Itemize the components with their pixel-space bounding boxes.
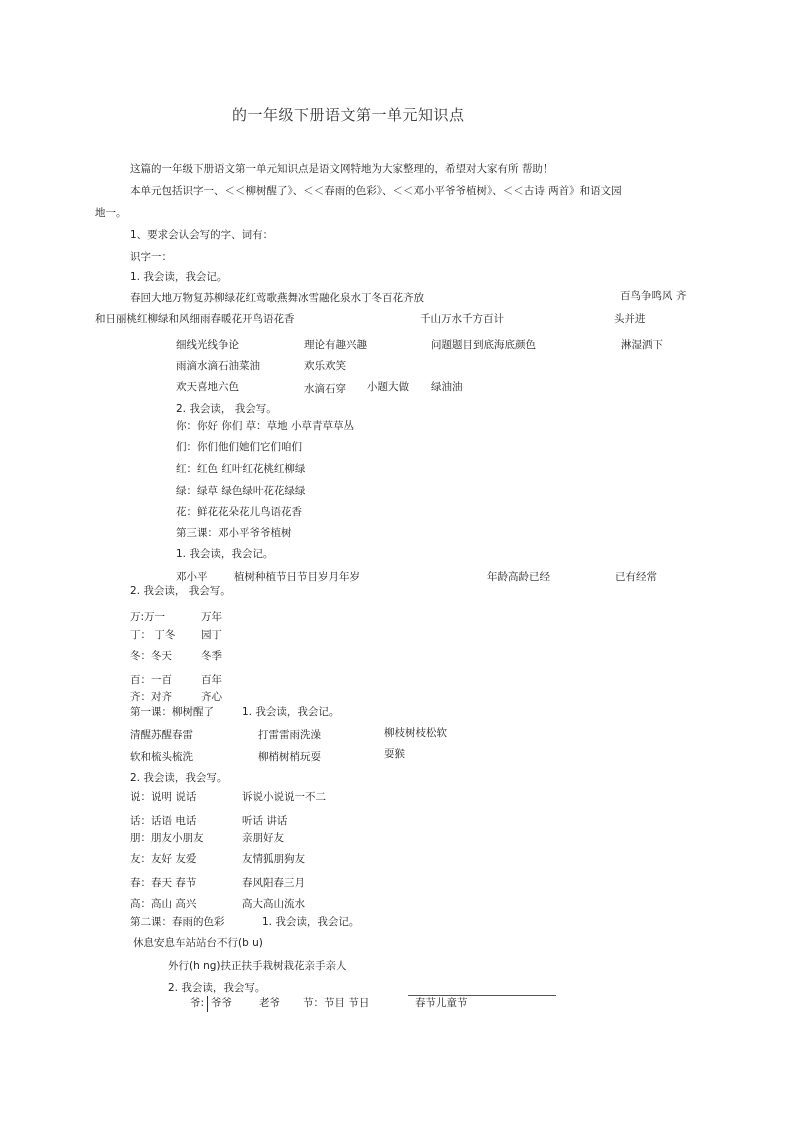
- word-group: 邓小平: [176, 571, 208, 583]
- word-group: 水滴石穿: [304, 383, 346, 395]
- word-group: 打雷雷雨洗澡: [258, 729, 321, 741]
- practice-line: 你：你好 你们 草：草地 小草青草草丛: [176, 420, 355, 432]
- practice-line: 花：鲜花花朵花儿鸟语花香: [176, 506, 302, 518]
- practice-line: 听话 讲话: [242, 815, 288, 827]
- word-group: 年龄高龄已经: [487, 571, 550, 583]
- word-group: 细线光线争论: [176, 339, 239, 351]
- intro-text: 这篇的一年级下册语文第一单元知识点是语文网特地为大家整理的，希望对大家有所 帮助！: [130, 163, 554, 175]
- unit-contents-line: 本单元包括识字一、＜＜柳树醒了》、＜＜春雨的色彩》、＜＜邓小平爷爷植树》、＜＜古诗 两首》和语文园: [130, 185, 622, 197]
- word-group: 耍猴: [384, 748, 405, 760]
- lesson-title: 第三课：邓小平爷爷植树: [176, 527, 292, 539]
- practice-line: 诉说小说说一不二: [242, 791, 326, 803]
- word-group: 清醒苏醒春雷: [130, 729, 193, 741]
- practice-line: 春节儿童节: [415, 997, 468, 1009]
- word-group: 外行(h ng)扶正扶手栽树栽花亲手亲人: [168, 960, 347, 972]
- practice-line: 爷爷: [211, 997, 232, 1009]
- practice-line: 百年: [201, 674, 222, 686]
- word-group: 绿油油: [431, 381, 463, 393]
- practice-line: 冬季: [201, 650, 222, 662]
- exercise-heading: 1. 我会读，我会记。: [242, 706, 340, 718]
- word-group: 欢乐欢笑: [304, 360, 346, 372]
- char-list: 春回大地万物复苏柳绿花红莺歌燕舞冰雪融化泉水丁冬百花齐放: [130, 292, 424, 304]
- word-group: 软和梳头梳洗: [130, 751, 193, 763]
- word-group: 已有经常: [615, 571, 657, 583]
- exercise-heading: 2. 我会读， 我会写。: [176, 403, 277, 415]
- underline-rule: [408, 995, 556, 996]
- exercise-heading: 1. 我会读，我会记。: [262, 916, 360, 928]
- practice-line: 老爷: [259, 997, 280, 1009]
- practice-line: 春风阳春三月: [242, 877, 305, 889]
- word-group: 植树种植节日节目岁月年岁: [234, 571, 360, 583]
- practice-line: 爷:: [190, 997, 205, 1009]
- practice-line: 冬：冬天: [130, 650, 172, 662]
- unit-contents-line-end: 地一。: [95, 207, 127, 219]
- practice-line: 们：你们他们她们它们咱们: [176, 441, 302, 453]
- practice-line: 话：话语 电话: [130, 815, 197, 827]
- practice-line: 万年: [201, 611, 222, 623]
- word-group: 雨滴水滴石油菜油: [176, 360, 260, 372]
- practice-line: 齐：对齐: [130, 691, 172, 703]
- word-group: 欢天喜地六色: [176, 381, 239, 393]
- practice-line: 百：一百: [130, 674, 172, 686]
- practice-line: 园丁: [201, 629, 222, 641]
- practice-line: 红：红色 红叶红花桃红柳绿: [176, 463, 306, 475]
- word-group: 休息安息车站站台不行(b u): [133, 937, 263, 949]
- practice-line: 高大高山流水: [242, 898, 305, 910]
- practice-line: 亲朋好友: [242, 832, 284, 844]
- exercise-heading: 2. 我会读， 我会写。: [130, 585, 231, 597]
- word-group: 柳枝树枝松软: [384, 727, 447, 739]
- word-group: 理论有趣兴趣: [304, 339, 367, 351]
- practice-line: 丁： 丁冬: [130, 629, 176, 641]
- word-group: 淋湿洒下: [621, 339, 663, 351]
- exercise-heading: 1. 我会读，我会记。: [176, 548, 274, 560]
- exercise-heading: 2. 我会读，我会写。: [130, 772, 228, 784]
- word-group: 柳梢树梢玩耍: [258, 751, 321, 763]
- exercise-heading: 2. 我会读，我会写。: [168, 982, 266, 994]
- practice-line: 高：高山 高兴: [130, 898, 197, 910]
- section-heading: 识字一：: [130, 251, 172, 263]
- char-list: 和日丽桃红柳绿和风细雨春暖花开鸟语花香: [95, 313, 295, 325]
- word-group: 问题题目到底海底颜色: [431, 339, 536, 351]
- word-group: 小题大做: [367, 381, 409, 393]
- practice-line: 齐心: [201, 691, 222, 703]
- document-title: 的一年级下册语文第一单元知识点: [232, 106, 465, 124]
- lesson-title: 第二课：春雨的色彩: [130, 916, 225, 928]
- lesson-title: 第一课：柳树醒了: [130, 706, 214, 718]
- char-list: 千山万水千方百计: [420, 313, 504, 325]
- practice-line: 友情狐朋狗友: [242, 853, 305, 865]
- practice-line: 万:万一: [130, 611, 166, 623]
- practice-line: 说：说明 说话: [130, 791, 197, 803]
- char-list: 头并进: [614, 313, 646, 325]
- char-list: 百鸟争鸣风 齐: [620, 290, 687, 302]
- text-cursor: [207, 996, 208, 1012]
- practice-line: 春：春天 春节: [130, 877, 197, 889]
- requirement-heading: 1、要求会认会写的字、词有：: [130, 229, 274, 241]
- practice-line: 友：友好 友爱: [130, 853, 197, 865]
- exercise-heading: 1. 我会读，我会记。: [130, 271, 228, 283]
- practice-line: 绿：绿草 绿色绿叶花花绿绿: [176, 485, 306, 497]
- practice-line: 节：节目 节日: [303, 997, 370, 1009]
- practice-line: 朋：朋友小朋友: [130, 832, 204, 844]
